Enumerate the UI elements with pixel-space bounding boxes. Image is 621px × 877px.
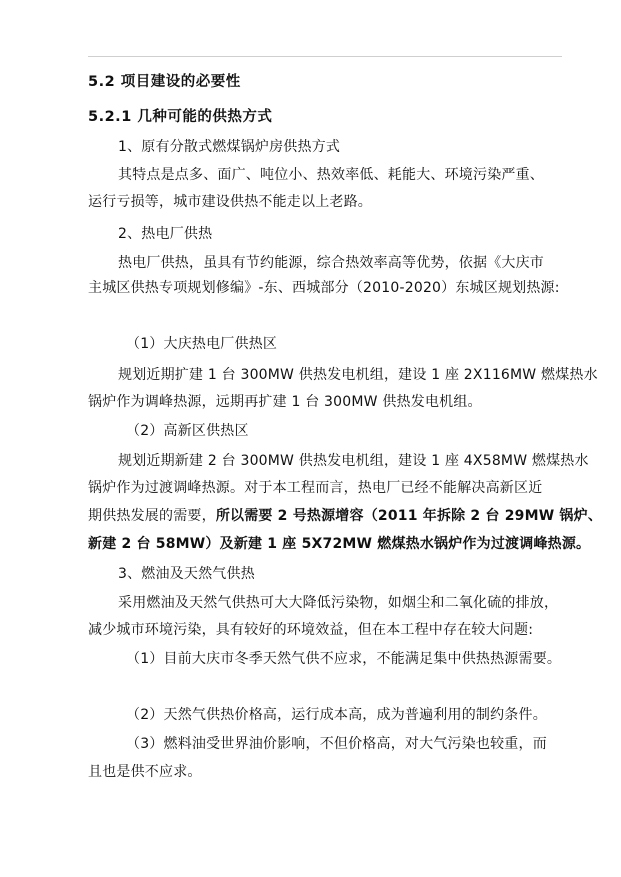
item-2-heading: 2、热电厂供热 — [118, 226, 213, 242]
paragraph-line: 主城区供热专项规划修编》-东、西城部分（2010-2020）东城区规划热源: — [88, 280, 560, 296]
item-1-heading: 1、原有分散式燃煤锅炉房供热方式 — [118, 139, 341, 155]
paragraph-line: 规划近期新建 2 台 300MW 供热发电机组，建设 1 座 4X58MW 燃煤热水 — [118, 453, 589, 469]
header-rule — [88, 56, 562, 57]
paragraph-line: 热电厂供热，虽具有节约能源，综合热效率高等优势，依据《大庆市 — [118, 255, 544, 271]
paragraph-line-bold: 新建 2 台 58MW）及新建 1 座 5X72MW 燃煤热水锅炉作为过渡调峰热源。 — [88, 536, 591, 552]
issue-3: （3）燃料油受世界油价影响，不但价格高，对大气污染也较重，而 — [126, 736, 547, 752]
bold-text: 所以需要 2 号热源增容（2011 年拆除 2 台 29MW 锅炉、 — [215, 508, 603, 524]
paragraph-line: 运行亏损等，城市建设供热不能走以上老路。 — [88, 194, 372, 210]
paragraph-line: 且也是供不应求。 — [88, 764, 202, 780]
sub-item-1-heading: （1）大庆热电厂供热区 — [126, 336, 278, 352]
subsection-title: 5.2.1 几种可能的供热方式 — [88, 109, 273, 125]
paragraph-line: 减少城市环境污染，具有较好的环境效益，但在本工程中存在较大问题: — [88, 622, 534, 638]
paragraph-line: 其特点是点多、面广、吨位小、热效率低、耗能大、环境污染严重、 — [118, 167, 544, 183]
paragraph-text: 期供热发展的需要， — [88, 508, 216, 524]
paragraph-line: 锅炉作为调峰热源，远期再扩建 1 台 300MW 供热发电机组。 — [88, 394, 482, 410]
paragraph-line: 规划近期扩建 1 台 300MW 供热发电机组，建设 1 座 2X116MW 燃煤热水 — [118, 367, 598, 383]
section-title: 5.2 项目建设的必要性 — [88, 74, 241, 90]
paragraph-line: 锅炉作为过渡调峰热源。对于本工程而言，热电厂已经不能解决高新区近 — [88, 480, 543, 496]
paragraph-line: 采用燃油及天然气供热可大大降低污染物，如烟尘和二氧化硫的排放， — [118, 595, 559, 611]
issue-2: （2）天然气供热价格高，运行成本高，成为普遍利用的制约条件。 — [126, 707, 547, 723]
paragraph-line — [88, 507, 603, 525]
item-3-heading: 3、燃油及天然气供热 — [118, 566, 255, 582]
issue-1: （1）目前大庆市冬季天然气供不应求，不能满足集中供热热源需要。 — [126, 651, 562, 667]
sub-item-2-heading: （2）高新区供热区 — [126, 423, 249, 439]
